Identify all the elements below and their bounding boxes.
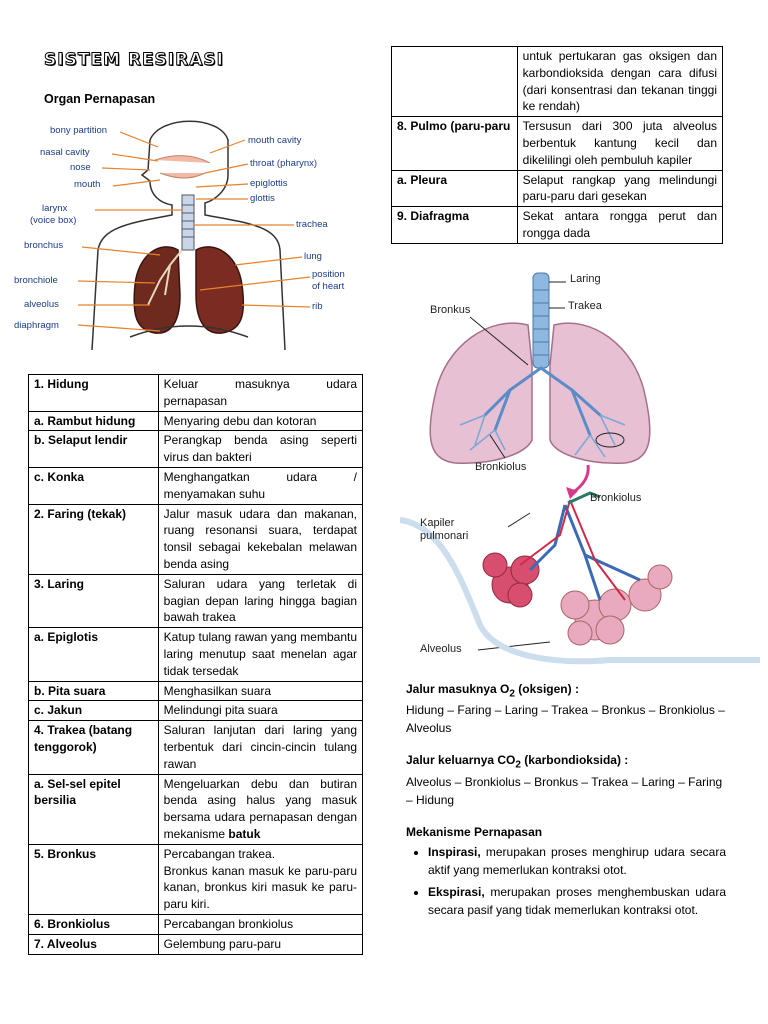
organ-function: Percabangan bronkiolus	[158, 914, 362, 934]
organ-function: Gelembung paru-paru	[158, 934, 362, 954]
label-pulmonari: pulmonari	[420, 530, 469, 542]
organ-function: Perangkap benda asing seperti virus dan bakteri	[158, 431, 362, 468]
table-row	[29, 431, 363, 468]
organ-name: b. Pita suara	[29, 681, 159, 701]
page-title: SISTEM RESIRASI	[44, 50, 224, 70]
label-voice-box: (voice box)	[30, 215, 77, 226]
label-mouth: mouth	[74, 179, 101, 190]
organ-function: Melindungi pita suara	[158, 701, 362, 721]
label-bronchiole: bronchiole	[14, 275, 58, 286]
organ-function: Menyaring debu dan kotoran	[158, 411, 362, 431]
table-row	[392, 207, 723, 244]
table-row	[29, 681, 363, 701]
label-alveolus: alveolus	[24, 299, 59, 310]
mechanism-heading: Mekanisme Pernapasan	[406, 824, 543, 839]
co2-heading	[406, 751, 726, 772]
respiratory-anatomy-figure	[10, 115, 365, 355]
organ-function: Sekat antara rongga perut dan rongga dada	[517, 207, 722, 244]
organ-name: a. Pleura	[392, 170, 518, 207]
organ-name: 7. Alveolus	[29, 934, 159, 954]
organ-function: Saluran lanjutan dari laring yang terbentuk dari cincin-cincin tulang rawan	[158, 721, 362, 774]
organ-function: Jalur masuk udara dan makanan, ruang resonansi suara, terdapat tonsil sebagai kekebalan melawan benda asing	[158, 504, 362, 574]
organ-function: Selaput rangkap yang melindungi paru-paru dari gesekan	[517, 170, 722, 207]
table-row	[29, 914, 363, 934]
organ-function: Menghasilkan suara	[158, 681, 362, 701]
table-row	[29, 701, 363, 721]
table-row	[29, 774, 363, 844]
organ-name: c. Jakun	[29, 701, 159, 721]
label-nose: nose	[70, 162, 91, 173]
table-row	[29, 934, 363, 954]
label-laring: Laring	[570, 273, 601, 285]
label-trachea: trachea	[296, 219, 328, 230]
organ-name: 4. Trakea (batang tenggorok)	[29, 721, 159, 774]
function-bold-term: batuk	[228, 826, 261, 841]
mechanism-list	[406, 843, 726, 919]
organ-function: Keluar masuknya udara pernapasan	[158, 375, 362, 412]
label-nasal-cavity: nasal cavity	[40, 147, 90, 158]
list-item	[428, 843, 726, 879]
table-row	[29, 467, 363, 504]
table-row	[29, 504, 363, 574]
table-row	[392, 47, 723, 117]
organ-table-right	[391, 46, 723, 244]
lungs-illustration	[400, 265, 760, 675]
organ-name: c. Konka	[29, 467, 159, 504]
page-subtitle: Organ Pernapasan	[44, 92, 156, 106]
table-row	[29, 574, 363, 627]
organ-name: 6. Bronkiolus	[29, 914, 159, 934]
label-throat: throat (pharynx)	[250, 158, 318, 169]
organ-name: b. Selaput lendir	[29, 431, 159, 468]
organ-function: Katup tulang rawan yang membantu laring menutup saat menelan agar tidak tersedak	[158, 628, 362, 681]
label-bony-partition: bony partition	[50, 125, 108, 136]
co2-subscript: 2	[515, 759, 521, 771]
label-of-heart: of heart	[312, 281, 345, 292]
table-row	[392, 117, 723, 170]
label-trakea: Trakea	[568, 300, 602, 312]
label-larynx: larynx	[42, 203, 68, 214]
label-rib: rib	[312, 301, 323, 312]
label-alveolus-detail: Alveolus	[420, 643, 462, 655]
organ-name: 8. Pulmo (paru-paru	[392, 117, 518, 170]
table-row	[29, 375, 363, 412]
label-bronkiolus: Bronkiolus	[475, 461, 527, 473]
organ-name: 5. Bronkus	[29, 844, 159, 914]
label-mouth-cavity: mouth cavity	[248, 135, 302, 146]
label-bronkus: Bronkus	[430, 304, 471, 316]
lungs-alveolus-figure	[400, 265, 760, 675]
organ-name	[392, 47, 518, 117]
table-row	[29, 628, 363, 681]
organ-table-left	[28, 374, 363, 955]
function-text: Mengeluarkan debu dan butiran benda asing halus yang masuk bersama udara pernapasan dengan mekanisme	[163, 776, 357, 841]
label-bronchus: bronchus	[24, 240, 64, 251]
o2-path: Hidung – Faring – Laring – Trakea – Bronkus – Bronkiolus – Alveolus	[406, 703, 725, 736]
organ-name: 3. Laring	[29, 574, 159, 627]
table-row	[29, 411, 363, 431]
label-glottis: glottis	[250, 193, 275, 204]
o2-heading	[406, 680, 726, 701]
mechanism-term: Inspirasi,	[428, 844, 481, 859]
o2-heading-text: Jalur masuknya O	[406, 682, 510, 696]
mechanism-desc: merupakan proses menghembuskan udara secara pasif yang tidak memerlukan kontraksi otot.	[428, 884, 726, 917]
label-bronkiolus-detail: Bronkiolus	[590, 492, 642, 504]
mechanism-term: Ekspirasi,	[428, 884, 485, 899]
list-item	[428, 883, 726, 919]
co2-heading-suffix: (karbondioksida) :	[520, 753, 629, 768]
label-lung: lung	[304, 251, 322, 262]
organ-function: Menghangatkan udara / menyamakan suhu	[158, 467, 362, 504]
label-position: position	[312, 269, 345, 280]
organ-name: a. Sel-sel epitel bersilia	[29, 774, 159, 844]
organ-name: a. Epiglotis	[29, 628, 159, 681]
organ-name: 1. Hidung	[29, 375, 159, 412]
label-diaphragm: diaphragm	[14, 320, 59, 331]
organ-function	[158, 774, 362, 844]
label-kapiler: Kapiler	[420, 517, 455, 529]
label-epiglottis: epiglottis	[250, 178, 288, 189]
organ-function: Saluran udara yang terletak di bagian depan laring hingga bagian bawah trakea	[158, 574, 362, 627]
organ-function: Percabangan trakea. Bronkus kanan masuk ke paru-paru kanan, bronkus kiri masuk ke paru-paru kiri.	[158, 844, 362, 914]
organ-function: untuk pertukaran gas oksigen dan karbondioksida dengan cara difusi (dari konsentrasi dan tekanan tinggi ke rendah)	[517, 47, 722, 117]
organ-name: 9. Diafragma	[392, 207, 518, 244]
o2-subscript: 2	[509, 688, 515, 700]
o2-heading-suffix: (oksigen) :	[514, 682, 579, 696]
organ-function: Tersusun dari 300 juta alveolus berbentuk kantung kecil dan dikelilingi oleh pembuluh kapiler	[517, 117, 722, 170]
organ-name: a. Rambut hidung	[29, 411, 159, 431]
co2-heading-text: Jalur keluarnya CO	[406, 753, 516, 768]
organ-name: 2. Faring (tekak)	[29, 504, 159, 574]
respiration-flow-text	[406, 680, 726, 923]
table-row	[392, 170, 723, 207]
mechanism-desc: merupakan proses menghirup udara secara aktif yang memerlukan kontraksi otot.	[428, 844, 726, 877]
table-row	[29, 721, 363, 774]
co2-path: Alveolus – Bronkiolus – Bronkus – Trakea – Laring – Faring – Hidung	[406, 774, 723, 807]
table-row	[29, 844, 363, 914]
